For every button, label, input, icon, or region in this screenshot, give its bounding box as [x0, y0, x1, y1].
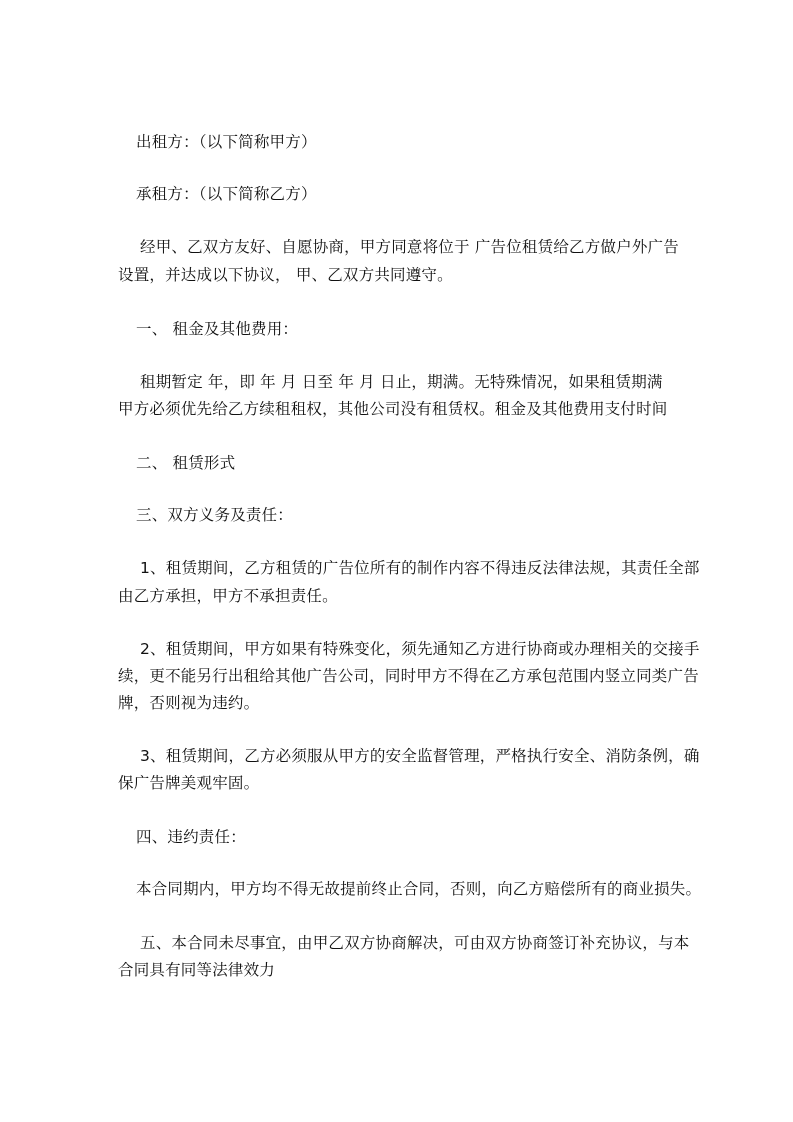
lessor-line: 出租方：（以下简称甲方）: [136, 133, 317, 151]
section-4-heading: 四、违约责任：: [136, 828, 246, 846]
section-3-item-3-line-2: 保广告牌美观牢固。: [118, 774, 260, 792]
intro-line-1: 经甲、乙双方友好、自愿协商，甲方同意将位于 广告位租赁给乙方做户外广告: [140, 238, 679, 256]
section-1-line-2: 甲方必须优先给乙方续租租权，其他公司没有租赁权。租金及其他费用支付时间: [118, 400, 668, 418]
section-3-item-2-line-3: 牌，否则视为违约。: [118, 694, 260, 712]
section-1-line-1: 租期暂定 年，即 年 月 日至 年 月 日止，期满。无特殊情况，如果租赁期满: [140, 373, 663, 391]
section-5-line-2: 合同具有同等法律效力: [118, 961, 276, 979]
intro-line-2: 设置，并达成以下协议， 甲、乙双方共同遵守。: [118, 266, 453, 284]
section-3-item-1-line-2: 由乙方承担，甲方不承担责任。: [118, 587, 338, 605]
section-4-body: 本合同期内，甲方均不得无故提前终止合同，否则，向乙方赔偿所有的商业损失。: [136, 880, 702, 898]
section-1-heading: 一、 租金及其他费用：: [136, 320, 299, 338]
section-3-item-3-line-1: 3、租赁期间，乙方必须服从甲方的安全监督管理，严格执行安全、消防条例，确: [140, 747, 700, 765]
section-2-heading: 二、 租赁形式: [136, 454, 236, 472]
section-3-item-1-line-1: 1、租赁期间，乙方租赁的广告位所有的制作内容不得违反法律法规，其责任全部: [140, 559, 700, 577]
section-3-item-2-line-1: 2、租赁期间，甲方如果有特殊变化，须先通知乙方进行协商或办理相关的交接手: [140, 640, 700, 658]
section-5-line-1: 五、本合同未尽事宜，由甲乙双方协商解决，可由双方协商签订补充协议，与本: [140, 934, 690, 952]
lessee-line: 承租方：（以下简称乙方）: [136, 185, 317, 203]
section-3-item-2-line-2: 续，更不能另行出租给其他广告公司，同时甲方不得在乙方承包范围内竖立同类广告: [118, 667, 699, 685]
section-3-heading: 三、双方义务及责任：: [136, 506, 294, 524]
